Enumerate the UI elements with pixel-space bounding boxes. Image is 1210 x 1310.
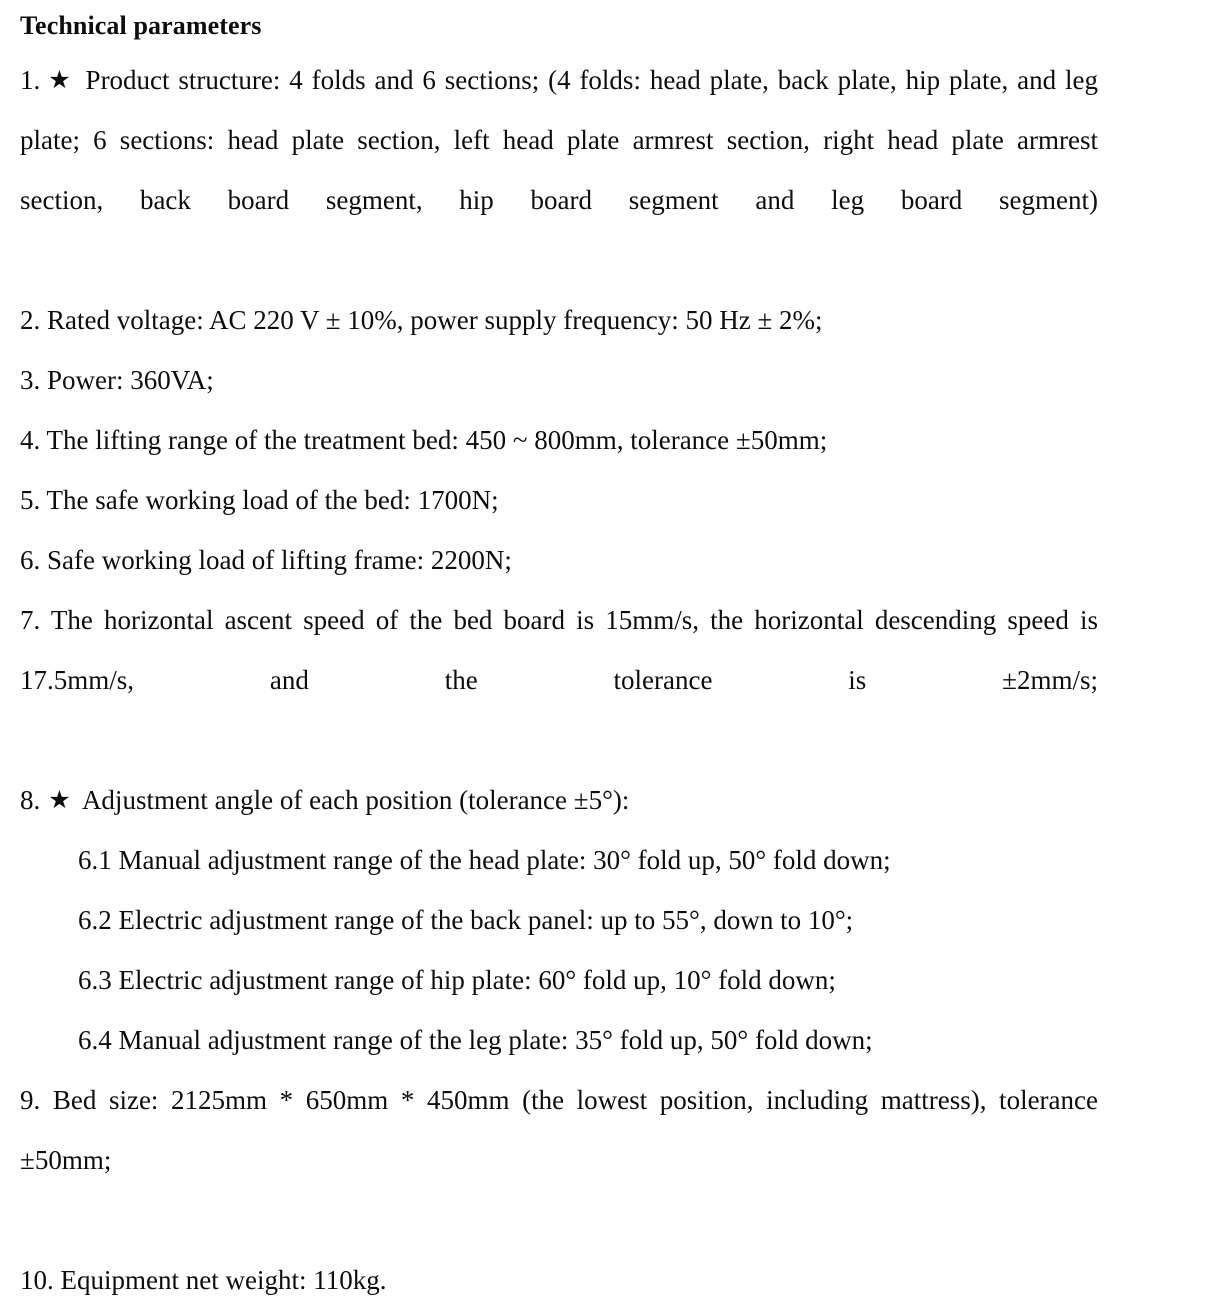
parameter-text: The horizontal ascent speed of the bed board is 15mm/s, the horizontal descending speed is 17.5mm/s, and the tolerance is ±2mm/s; <box>20 605 1098 695</box>
parameter-text: Bed size: 2125mm * 650mm * 450mm (the lowest position, including mattress), tolerance ±50mm; <box>20 1085 1098 1175</box>
parameter-sub-item: 6.4 Manual adjustment range of the leg plate: 35° fold up, 50° fold down; <box>78 1025 873 1055</box>
parameter-number: 10. <box>20 1265 54 1295</box>
parameter-number: 7. <box>20 605 41 635</box>
parameter-number: 5. <box>20 485 41 515</box>
parameter-item <box>20 50 1098 290</box>
parameter-number: 1. <box>20 65 41 95</box>
parameter-text: The safe working load of the bed: 1700N; <box>46 485 499 515</box>
parameter-sub-item: 6.1 Manual adjustment range of the head plate: 30° fold up, 50° fold down; <box>78 845 891 875</box>
parameter-item <box>20 530 1098 590</box>
parameter-text: Rated voltage: AC 220 V ± 10%, power supply frequency: 50 Hz ± 2%; <box>47 305 823 335</box>
parameter-item <box>20 1070 1098 1250</box>
parameter-sub-item: 6.3 Electric adjustment range of hip plate: 60° fold up, 10° fold down; <box>78 965 836 995</box>
parameter-number: 6. <box>20 545 41 575</box>
star-icon: ★ <box>48 67 71 94</box>
parameter-item <box>20 470 1098 530</box>
parameter-text: Safe working load of lifting frame: 2200N; <box>47 545 512 575</box>
parameter-number: 2. <box>20 305 41 335</box>
parameter-item <box>20 590 1098 770</box>
parameter-text: Power: 360VA; <box>47 365 214 395</box>
parameter-number: 3. <box>20 365 41 395</box>
parameter-text: Adjustment angle of each position (tolerance ±5°): <box>81 785 630 815</box>
parameter-number: 4. <box>20 425 41 455</box>
page-title: Technical parameters <box>20 11 262 40</box>
parameter-text: The lifting range of the treatment bed: 450 ~ 800mm, tolerance ±50mm; <box>46 425 828 455</box>
parameter-number: 8. <box>20 785 41 815</box>
parameter-sub-item: 6.2 Electric adjustment range of the back panel: up to 55°, down to 10°; <box>78 905 854 935</box>
parameter-item <box>20 1250 1098 1310</box>
parameter-text: Equipment net weight: 110kg. <box>60 1265 387 1295</box>
parameter-item <box>20 410 1098 470</box>
technical-parameters-list <box>20 50 1098 1310</box>
parameter-item <box>20 770 1098 830</box>
parameter-item <box>20 290 1098 350</box>
parameter-item <box>20 350 1098 410</box>
parameter-text: Product structure: 4 folds and 6 sections; (4 folds: head plate, back plate, hip plate, and leg plate; 6 sections: head plate section, left head plate armrest section, right head plate armrest section, back board segment, hip board segment and leg board segment) <box>20 65 1098 215</box>
star-icon: ★ <box>48 787 71 814</box>
parameter-number: 9. <box>20 1085 41 1115</box>
